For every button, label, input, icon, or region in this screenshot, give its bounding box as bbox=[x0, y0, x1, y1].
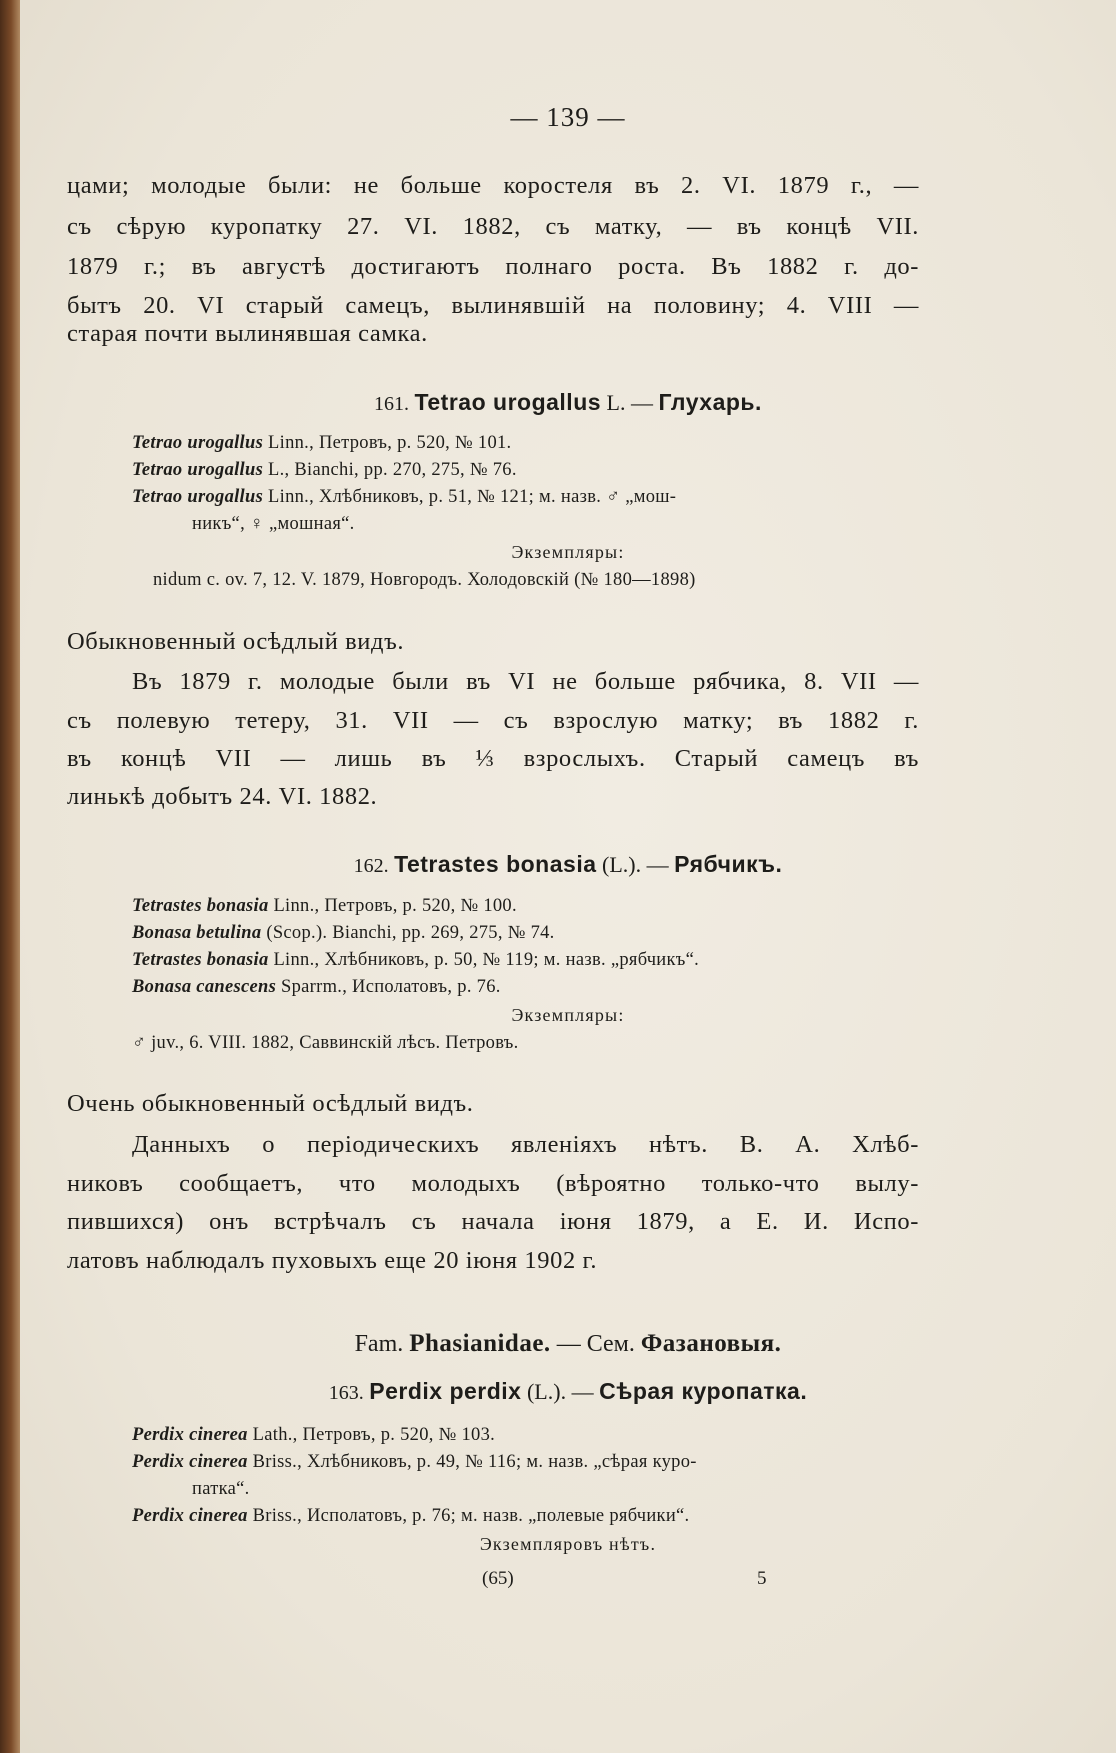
specimens-line: ♂ juv., 6. VIII. 1882, Саввинскій лѣсъ. Петровъ. bbox=[132, 1033, 519, 1053]
synonym-line: Bonasa betulina (Scop.). Bianchi, pp. 269, 275, № 74. bbox=[132, 923, 555, 943]
species-number: 161. bbox=[374, 393, 410, 415]
text-line: бытъ 20. VI старый самецъ, вылинявшій на половину; 4. VIII — bbox=[67, 292, 919, 319]
specimens-label: Экземпляры: bbox=[511, 542, 625, 562]
synonym-line: Tetrao urogallus Linn., Хлѣбниковъ, p. 51, № 121; м. назв. ♂ „мош- bbox=[132, 487, 677, 507]
species-heading-162 bbox=[20, 851, 1116, 878]
specimens-line: nidum c. ov. 7, 12. V. 1879, Новгородъ. Холодовскій (№ 180—1898) bbox=[153, 570, 696, 590]
text-line: Обыкновенный осѣдлый видъ. bbox=[67, 628, 405, 655]
family-russian-name: Фазановыя. bbox=[640, 1330, 782, 1357]
synonym-line: Tetrastes bonasia Linn., Хлѣбниковъ, p. 50, № 119; м. назв. „рябчикъ“. bbox=[132, 950, 700, 970]
synonym-line: Tetrastes bonasia Linn., Петровъ, p. 520, № 100. bbox=[132, 896, 517, 916]
page-number: — 139 — bbox=[510, 102, 626, 132]
species-number: 162. bbox=[353, 855, 389, 877]
text-line: съ сѣрую куропатку 27. VI. 1882, съ матку, — въ концѣ VII. bbox=[67, 213, 919, 240]
species-author: L. — bbox=[606, 390, 653, 415]
species-number: 163. bbox=[328, 1382, 364, 1404]
species-heading-161 bbox=[20, 389, 1116, 416]
synonym-line: Bonasa canescens Sparrm., Исполатовъ, p. 76. bbox=[132, 977, 501, 997]
family-heading bbox=[20, 1330, 1116, 1358]
text-line: никовъ сообщаетъ, что молодыхъ (вѣроятно только-что вылу- bbox=[67, 1170, 919, 1197]
book-spine-edge bbox=[0, 0, 20, 1753]
text-line: 1879 г.; въ августѣ достигаютъ полнаго роста. Въ 1882 г. до- bbox=[67, 253, 919, 280]
text-line: пившихся) онъ встрѣчалъ съ начала іюня 1879, а Е. И. Испо- bbox=[67, 1208, 919, 1235]
species-russian-name: Сѣрая куропатка. bbox=[599, 1378, 808, 1404]
family-sem: — Сем. bbox=[556, 1331, 635, 1357]
species-author: (L.). — bbox=[526, 1379, 594, 1404]
specimens-label: Экземпляры: bbox=[511, 1005, 625, 1025]
family-fam: Fam. bbox=[354, 1331, 404, 1357]
synonym-line: Tetrao urogallus Linn., Петровъ, p. 520, № 101. bbox=[132, 433, 512, 453]
species-latin-name: Tetrastes bonasia bbox=[394, 851, 597, 877]
species-author: (L.). — bbox=[602, 852, 669, 877]
text-line: Въ 1879 г. молодые были въ VI не больше рябчика, 8. VII — bbox=[132, 668, 919, 695]
sheet-number: 5 bbox=[757, 1568, 767, 1589]
species-heading-163 bbox=[20, 1378, 1116, 1405]
book-page bbox=[20, 0, 1116, 1753]
text-line: линькѣ добытъ 24. VI. 1882. bbox=[67, 783, 378, 810]
text-line: старая почти вылинявшая самка. bbox=[67, 320, 428, 347]
text-line: цами; молодые были: не больше коростеля въ 2. VI. 1879 г., — bbox=[67, 172, 919, 199]
signature-mark: (65) bbox=[482, 1568, 514, 1589]
synonym-continuation: патка“. bbox=[192, 1479, 250, 1499]
text-line: съ полевую тетеру, 31. VII — съ взрослую матку; въ 1882 г. bbox=[67, 707, 919, 734]
specimens-label: Экземпляровъ нѣтъ. bbox=[479, 1534, 657, 1554]
synonym-line: Tetrao urogallus L., Bianchi, pp. 270, 275, № 76. bbox=[132, 460, 517, 480]
synonym-line: Perdix cinerea Briss., Исполатовъ, p. 76; м. назв. „полевые рябчики“. bbox=[132, 1506, 690, 1526]
text-line: въ концѣ VII — лишь въ ⅓ взрослыхъ. Старый самецъ въ bbox=[67, 745, 919, 772]
synonym-line: Perdix cinerea Briss., Хлѣбниковъ, p. 49, № 116; м. назв. „сѣрая куро- bbox=[132, 1452, 697, 1472]
synonym-continuation: никъ“, ♀ „мошная“. bbox=[192, 514, 355, 534]
species-latin-name: Tetrao urogallus bbox=[414, 389, 602, 415]
species-latin-name: Perdix perdix bbox=[369, 1378, 522, 1404]
text-line: Данныхъ о періодическихъ явленіяхъ нѣтъ. В. А. Хлѣб- bbox=[132, 1131, 919, 1158]
family-latin-name: Phasianidae. bbox=[409, 1330, 551, 1357]
text-line: Очень обыкновенный осѣдлый видъ. bbox=[67, 1090, 474, 1117]
species-russian-name: Глухарь. bbox=[658, 389, 762, 415]
species-russian-name: Рябчикъ. bbox=[674, 851, 783, 877]
synonym-line: Perdix cinerea Lath., Петровъ, p. 520, № 103. bbox=[132, 1425, 496, 1445]
text-line: латовъ наблюдалъ пуховыхъ еще 20 іюня 1902 г. bbox=[67, 1247, 598, 1274]
